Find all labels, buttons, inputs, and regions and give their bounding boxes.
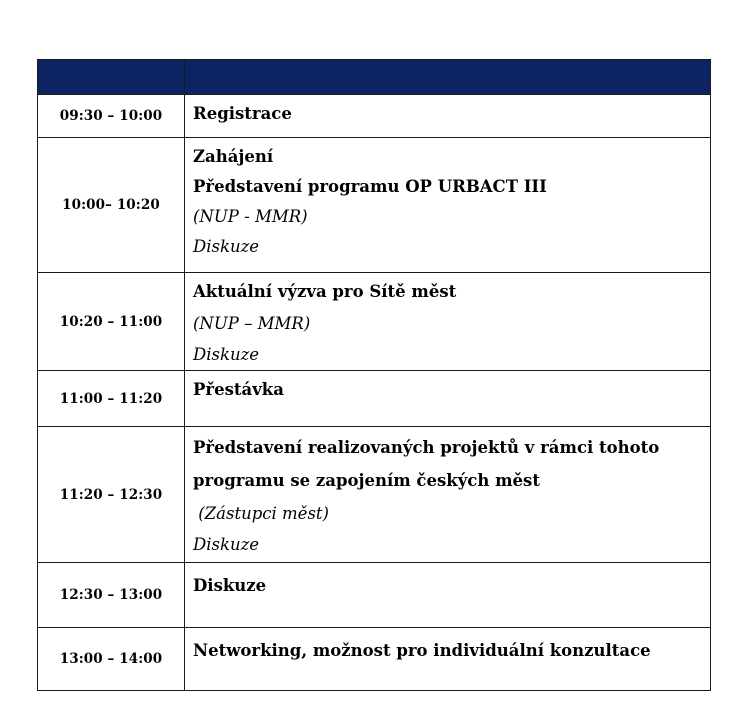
session-note: Diskuze	[193, 535, 260, 554]
session-note: Diskuze	[193, 237, 260, 256]
time-slot: 09:30 – 10:00	[38, 95, 185, 138]
agenda-row	[38, 95, 711, 138]
session-details	[185, 427, 711, 563]
agenda-row	[38, 371, 711, 427]
time-slot: 12:30 – 13:00	[38, 563, 185, 628]
time-slot: 10:20 – 11:00	[38, 273, 185, 371]
session-title: Registrace	[193, 104, 292, 123]
session-details	[185, 563, 711, 628]
header-cell-program	[185, 60, 711, 95]
session-title: Přestávka	[193, 380, 284, 399]
agenda-row	[38, 138, 711, 273]
session-title: Aktuální výzva pro Sítě měst	[193, 282, 457, 301]
agenda-row	[38, 427, 711, 563]
session-title: Představení realizovaných projektů v rámci tohoto	[193, 438, 660, 457]
session-details	[185, 138, 711, 273]
session-title: Networking, možnost pro individuální konzultace	[193, 641, 651, 660]
session-details	[185, 628, 711, 691]
header-cell-time	[38, 60, 185, 95]
session-title: programu se zapojením českých měst	[193, 471, 540, 490]
session-note: Diskuze	[193, 345, 260, 364]
time-slot: 11:00 – 11:20	[38, 371, 185, 427]
time-slot: 13:00 – 14:00	[38, 628, 185, 691]
session-title: Diskuze	[193, 576, 267, 595]
time-slot: 10:00– 10:20	[38, 138, 185, 273]
session-title: Zahájení	[193, 147, 274, 166]
agenda-table	[37, 59, 711, 691]
agenda-row	[38, 273, 711, 371]
session-speaker: (Zástupci měst)	[193, 504, 329, 523]
session-details	[185, 371, 711, 427]
agenda-row	[38, 563, 711, 628]
session-speaker: (NUP – MMR)	[193, 314, 311, 333]
session-details	[185, 95, 711, 138]
time-slot: 11:20 – 12:30	[38, 427, 185, 563]
agenda-row	[38, 628, 711, 691]
session-details	[185, 273, 711, 371]
table-header-row	[38, 60, 711, 95]
session-title: Představení programu OP URBACT III	[193, 177, 547, 196]
session-speaker: (NUP - MMR)	[193, 207, 308, 226]
